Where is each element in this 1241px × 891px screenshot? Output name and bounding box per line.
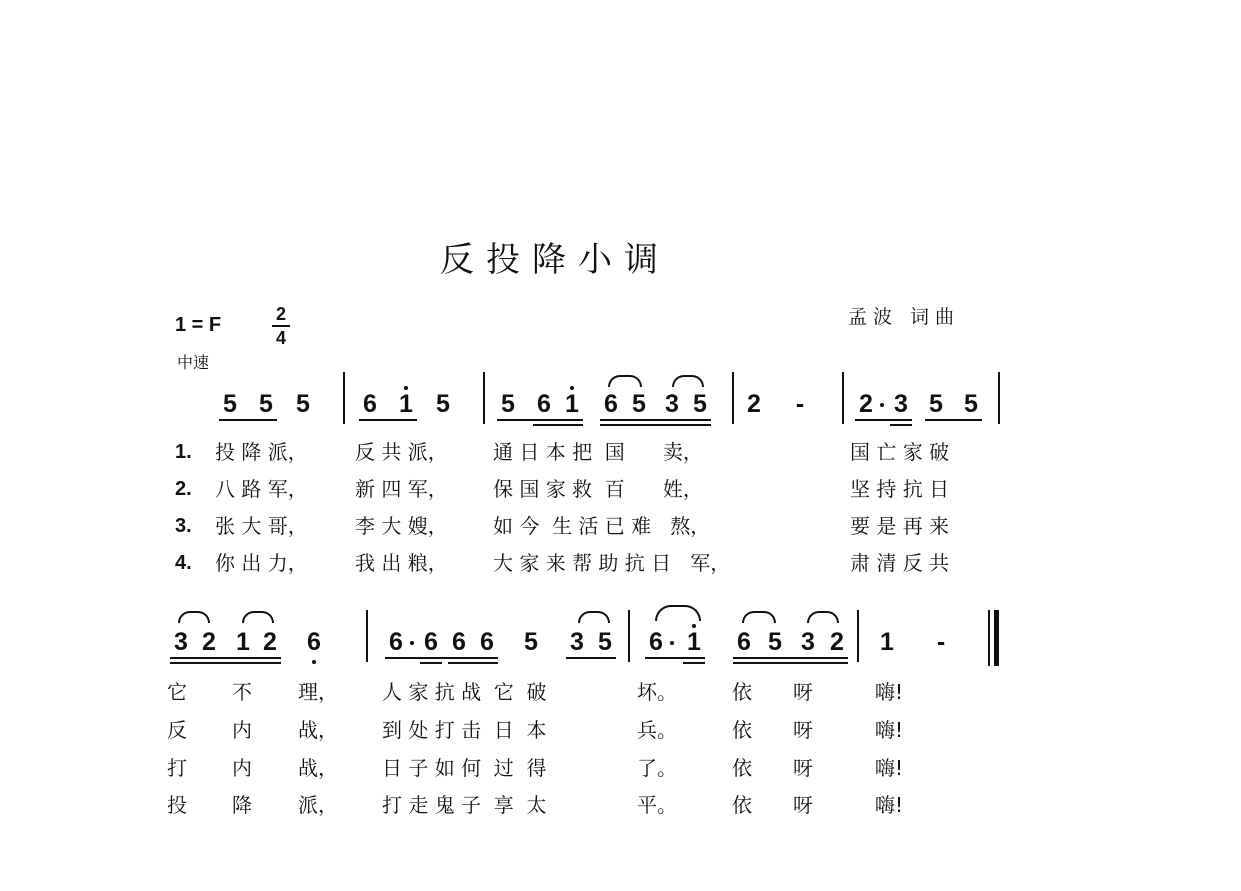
lyric-text: 日 子 如 何 过 得 bbox=[382, 756, 547, 780]
lyric-text: 派， bbox=[298, 793, 338, 817]
author-credit: 孟波 词曲 bbox=[848, 306, 961, 328]
note: 6 bbox=[480, 628, 494, 656]
lyric-text: 要 是 再 来 bbox=[850, 514, 950, 538]
barline bbox=[366, 610, 368, 662]
note: 3 bbox=[894, 390, 908, 418]
augmentation-dot bbox=[670, 641, 674, 645]
lyric-text: 坚 持 抗 日 bbox=[850, 477, 950, 501]
lyric-text: 张 大 哥， bbox=[215, 514, 308, 538]
lyric-text: 理， bbox=[298, 680, 338, 704]
slur bbox=[807, 611, 839, 623]
low-octave-dot bbox=[312, 660, 316, 664]
final-barline-thick bbox=[994, 610, 999, 666]
eighth-beam bbox=[566, 657, 616, 659]
note: 5 bbox=[296, 390, 310, 418]
lyric-text: 依 bbox=[732, 680, 752, 704]
lyric-text: 兵。 bbox=[637, 718, 677, 742]
note: 6 bbox=[604, 390, 618, 418]
note: 5 bbox=[259, 390, 273, 418]
note: 6 bbox=[737, 628, 751, 656]
note: 1 bbox=[236, 628, 250, 656]
note: 6 bbox=[363, 390, 377, 418]
note: 2 bbox=[263, 628, 277, 656]
barline bbox=[857, 610, 859, 662]
eighth-beam bbox=[600, 419, 711, 421]
lyric-text: 依 bbox=[732, 793, 752, 817]
time-sig-top: 2 bbox=[275, 304, 286, 324]
lyric-text: 大 家 来 帮 助 抗 日 军， bbox=[493, 551, 731, 575]
note: 2 bbox=[830, 628, 844, 656]
note: 1 bbox=[687, 628, 701, 656]
eighth-beam bbox=[925, 419, 982, 421]
note: 3 bbox=[570, 628, 584, 656]
dash-extension: - bbox=[795, 390, 805, 418]
lyric-text: 内 bbox=[232, 718, 252, 742]
final-barline-thin bbox=[988, 610, 990, 666]
lyric-text: 不 bbox=[232, 680, 252, 704]
lyric-text: 依 bbox=[732, 756, 752, 780]
verse-number: 1. bbox=[175, 441, 192, 463]
sixteenth-beam bbox=[170, 662, 281, 664]
barline bbox=[483, 372, 485, 424]
note: 2 bbox=[747, 390, 761, 418]
lyric-text: 嗨! bbox=[875, 793, 904, 817]
slur bbox=[242, 611, 274, 623]
time-sig-bottom: 4 bbox=[275, 328, 286, 348]
lyric-text: 我 出 粮， bbox=[355, 551, 448, 575]
lyric-text: 内 bbox=[232, 756, 252, 780]
note: 5 bbox=[223, 390, 237, 418]
note: 3 bbox=[174, 628, 188, 656]
lyric-text: 保 国 家 救 百 姓， bbox=[493, 477, 703, 501]
sixteenth-beam bbox=[733, 662, 848, 664]
lyric-text: 呀 bbox=[793, 793, 813, 817]
note: 6 bbox=[649, 628, 663, 656]
eighth-beam bbox=[645, 657, 705, 659]
augmentation-dot bbox=[410, 641, 414, 645]
lyric-text: 呀 bbox=[793, 756, 813, 780]
lyric-text: 平。 bbox=[637, 793, 677, 817]
lyric-text: 依 bbox=[732, 718, 752, 742]
note: 6 bbox=[307, 628, 321, 656]
eighth-beam bbox=[170, 657, 281, 659]
time-sig-line bbox=[272, 325, 290, 327]
lyric-text: 它 bbox=[167, 680, 187, 704]
note: 5 bbox=[436, 390, 450, 418]
lyric-text: 嗨! bbox=[875, 756, 904, 780]
note: 2 bbox=[859, 390, 873, 418]
high-octave-dot bbox=[570, 386, 574, 390]
note: 5 bbox=[501, 390, 515, 418]
tempo-mark: 中速 bbox=[177, 353, 210, 372]
lyric-text: 李 大 嫂， bbox=[355, 514, 448, 538]
eighth-beam bbox=[385, 657, 498, 659]
note: 6 bbox=[424, 628, 438, 656]
note: 3 bbox=[801, 628, 815, 656]
eighth-beam bbox=[219, 419, 277, 421]
slur bbox=[742, 611, 776, 623]
lyric-text: 投 bbox=[167, 793, 187, 817]
sixteenth-beam bbox=[890, 424, 912, 426]
verse-number: 3. bbox=[175, 515, 192, 537]
sixteenth-beam bbox=[600, 424, 711, 426]
lyric-text: 战， bbox=[298, 756, 338, 780]
sixteenth-beam bbox=[420, 662, 442, 664]
lyric-text: 肃 清 反 共 bbox=[850, 551, 950, 575]
lyric-text: 反 bbox=[167, 718, 187, 742]
lyric-text: 投 降 派， bbox=[215, 440, 308, 464]
lyric-text: 反 共 派， bbox=[355, 440, 448, 464]
verse-number: 2. bbox=[175, 478, 192, 500]
lyric-text: 如 今 生 活 已 难 熬， bbox=[493, 514, 711, 538]
lyric-text: 降 bbox=[232, 793, 252, 817]
slur bbox=[178, 611, 210, 623]
note: 5 bbox=[598, 628, 612, 656]
eighth-beam bbox=[497, 419, 583, 421]
lyric-text: 你 出 力， bbox=[215, 551, 308, 575]
lyric-text: 呀 bbox=[793, 718, 813, 742]
sixteenth-beam bbox=[533, 424, 583, 426]
lyric-text: 打 走 鬼 子 享 太 bbox=[382, 793, 547, 817]
augmentation-dot bbox=[880, 403, 884, 407]
high-octave-dot bbox=[404, 386, 408, 390]
barline bbox=[732, 372, 734, 424]
lyric-text: 打 bbox=[167, 756, 187, 780]
barline bbox=[998, 372, 1000, 424]
slur bbox=[655, 605, 701, 621]
note: 5 bbox=[632, 390, 646, 418]
eighth-beam bbox=[359, 419, 417, 421]
note: 1 bbox=[565, 390, 579, 418]
note: 1 bbox=[399, 390, 413, 418]
slur bbox=[578, 611, 610, 623]
note: 2 bbox=[202, 628, 216, 656]
verse-number: 4. bbox=[175, 552, 192, 574]
lyric-text: 了。 bbox=[637, 756, 677, 780]
eighth-beam bbox=[855, 419, 912, 421]
note: 6 bbox=[452, 628, 466, 656]
lyric-text: 通 日 本 把 国 卖， bbox=[493, 440, 703, 464]
note: 1 bbox=[880, 628, 894, 656]
sixteenth-beam bbox=[683, 662, 705, 664]
slur bbox=[672, 375, 704, 387]
note: 6 bbox=[537, 390, 551, 418]
lyric-text: 国 亡 家 破 bbox=[850, 440, 950, 464]
lyric-text: 新 四 军， bbox=[355, 477, 448, 501]
eighth-beam bbox=[733, 657, 848, 659]
note: 5 bbox=[524, 628, 538, 656]
lyric-text: 呀 bbox=[793, 680, 813, 704]
barline bbox=[343, 372, 345, 424]
barline bbox=[628, 610, 630, 662]
slur bbox=[608, 375, 642, 387]
dash-extension: - bbox=[936, 628, 946, 656]
lyric-text: 人 家 抗 战 它 破 bbox=[382, 680, 547, 704]
lyric-text: 嗨! bbox=[875, 718, 904, 742]
note: 6 bbox=[389, 628, 403, 656]
key-signature: 1 = F bbox=[175, 314, 222, 336]
high-octave-dot bbox=[692, 624, 696, 628]
note: 5 bbox=[693, 390, 707, 418]
sixteenth-beam bbox=[448, 662, 498, 664]
time-signature bbox=[272, 304, 290, 348]
lyric-text: 到 处 打 击 日 本 bbox=[382, 718, 547, 742]
note: 5 bbox=[929, 390, 943, 418]
lyric-text: 八 路 军， bbox=[215, 477, 308, 501]
note: 5 bbox=[768, 628, 782, 656]
barline bbox=[842, 372, 844, 424]
song-title: 反投降小调 bbox=[440, 240, 670, 280]
note: 3 bbox=[665, 390, 679, 418]
lyric-text: 战， bbox=[298, 718, 338, 742]
lyric-text: 坏。 bbox=[637, 680, 677, 704]
lyric-text: 嗨! bbox=[875, 680, 904, 704]
note: 5 bbox=[964, 390, 978, 418]
